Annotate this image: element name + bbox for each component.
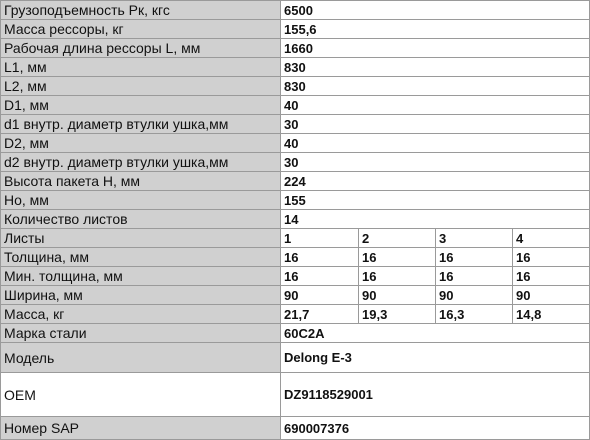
spec-label: D2, мм xyxy=(1,134,281,153)
oem-label: OEM xyxy=(1,373,281,417)
steel-grade-label: Марка стали xyxy=(1,324,281,343)
spec-value: 155,6 xyxy=(281,20,590,39)
leaf-value: 16,3 xyxy=(436,305,513,324)
spec-value: 224 xyxy=(281,172,590,191)
spec-value: 14 xyxy=(281,210,590,229)
leaf-column-header: 2 xyxy=(359,229,436,248)
leaf-value: 90 xyxy=(281,286,359,305)
oem-value: DZ9118529001 xyxy=(281,373,590,417)
spec-label: d2 внутр. диаметр втулки ушка,мм xyxy=(1,153,281,172)
spec-label: Масса рессоры, кг xyxy=(1,20,281,39)
spec-row xyxy=(1,210,590,229)
spec-label: D1, мм xyxy=(1,96,281,115)
leaf-value: 90 xyxy=(359,286,436,305)
leaf-value: 16 xyxy=(436,248,513,267)
sap-label: Номер SAP xyxy=(1,417,281,440)
spec-row xyxy=(1,96,590,115)
spec-row xyxy=(1,77,590,96)
leaves-header-row xyxy=(1,229,590,248)
spec-value: 830 xyxy=(281,58,590,77)
spec-row xyxy=(1,172,590,191)
leaf-value: 90 xyxy=(436,286,513,305)
spec-row xyxy=(1,153,590,172)
spec-label: Ho, мм xyxy=(1,191,281,210)
spec-value: 40 xyxy=(281,96,590,115)
spec-label: d1 внутр. диаметр втулки ушка,мм xyxy=(1,115,281,134)
leaves-row-label: Толщина, мм xyxy=(1,248,281,267)
leaves-row xyxy=(1,248,590,267)
leaf-value: 16 xyxy=(513,248,590,267)
spec-value: 155 xyxy=(281,191,590,210)
leaf-value: 16 xyxy=(281,267,359,286)
leaf-value: 19,3 xyxy=(359,305,436,324)
spec-value: 30 xyxy=(281,153,590,172)
model-row xyxy=(1,343,590,373)
leaf-value: 16 xyxy=(359,248,436,267)
spec-label: L1, мм xyxy=(1,58,281,77)
leaf-value: 16 xyxy=(513,267,590,286)
leaf-column-header: 3 xyxy=(436,229,513,248)
spec-row xyxy=(1,191,590,210)
spec-label: Грузоподъемность Рк, кгс xyxy=(1,1,281,20)
spec-label: Количество листов xyxy=(1,210,281,229)
oem-row xyxy=(1,373,590,417)
leaf-value: 16 xyxy=(281,248,359,267)
sap-row xyxy=(1,417,590,440)
leaf-column-header: 1 xyxy=(281,229,359,248)
model-value: Delong E-3 xyxy=(281,343,590,373)
leaves-row-label: Масса, кг xyxy=(1,305,281,324)
leaves-row xyxy=(1,267,590,286)
spec-row xyxy=(1,58,590,77)
leaves-row-label: Мин. толщина, мм xyxy=(1,267,281,286)
spec-value: 30 xyxy=(281,115,590,134)
spec-row xyxy=(1,1,590,20)
steel-grade-value: 60С2А xyxy=(281,324,590,343)
leaf-value: 21,7 xyxy=(281,305,359,324)
leaf-value: 90 xyxy=(513,286,590,305)
spec-row xyxy=(1,134,590,153)
spec-label: Рабочая длина рессоры L, мм xyxy=(1,39,281,58)
steel-grade-row xyxy=(1,324,590,343)
leaf-value: 14,8 xyxy=(513,305,590,324)
sap-value: 690007376 xyxy=(281,417,590,440)
leaves-row-label: Ширина, мм xyxy=(1,286,281,305)
leaf-value: 16 xyxy=(436,267,513,286)
spec-row xyxy=(1,115,590,134)
spec-row xyxy=(1,39,590,58)
spec-value: 40 xyxy=(281,134,590,153)
spec-label: Высота пакета H, мм xyxy=(1,172,281,191)
spec-value: 1660 xyxy=(281,39,590,58)
spec-value: 6500 xyxy=(281,1,590,20)
leaves-row xyxy=(1,305,590,324)
spec-value: 830 xyxy=(281,77,590,96)
model-label: Модель xyxy=(1,343,281,373)
spec-label: L2, мм xyxy=(1,77,281,96)
leaves-header-label: Листы xyxy=(1,229,281,248)
leaf-value: 16 xyxy=(359,267,436,286)
leaf-column-header: 4 xyxy=(513,229,590,248)
spec-row xyxy=(1,20,590,39)
leaves-row xyxy=(1,286,590,305)
